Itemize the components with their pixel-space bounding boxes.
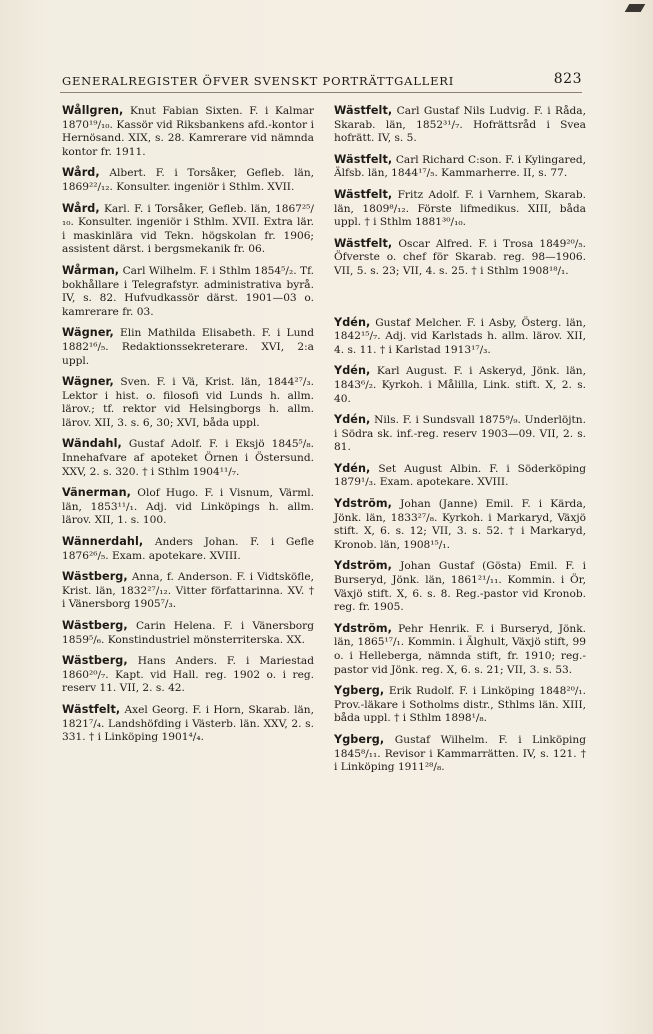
entry-surname: Wägner, bbox=[62, 375, 114, 389]
entry-surname: Ydström, bbox=[334, 497, 393, 511]
entry-surname: Wållgren, bbox=[62, 104, 124, 117]
entry-surname: Ydström, bbox=[334, 621, 393, 635]
entry-text: Gustaf Melcher. F. i Asby, Österg. län, 1842¹⁵/₇. Adj. vid Karlstads h. allm. lärov. XII, 4. s. 11. † i Karlstad 1913¹⁷/₃. bbox=[334, 316, 586, 356]
entry-surname: Ygberg, bbox=[334, 684, 385, 698]
register-entry bbox=[62, 654, 314, 696]
entry-surname: Wändahl, bbox=[62, 437, 122, 451]
register-entry bbox=[334, 188, 586, 230]
entry-text: Johan Gustaf (Gösta) Emil. F. i Burseryd, Jönk. län, 1861²¹/₁₁. Kommin. i Ör, Växjö stift. X, 6. s. 8. Reg.-pastor vid Kronob. reg. fr. 1905. bbox=[334, 560, 587, 614]
register-entry bbox=[62, 166, 314, 194]
register-entry bbox=[62, 619, 314, 647]
right-column-y-entries bbox=[334, 316, 586, 775]
left-column bbox=[62, 104, 314, 752]
entry-surname: Wästberg, bbox=[62, 570, 128, 584]
register-entry bbox=[62, 202, 314, 257]
entry-text: Carin Helena. F. i Vänersborg 1859⁵/₆. Konstindustriel mönsterriterska. XX. bbox=[62, 620, 314, 646]
entry-text: Karl August. F. i Askeryd, Jönk. län, 1843⁶/₂. Kyrkoh. i Målilla, Link. stift. X, 2. s. 40. bbox=[334, 365, 586, 405]
register-entry bbox=[334, 153, 586, 181]
entry-surname: Ygberg, bbox=[334, 732, 385, 746]
entry-surname: Wännerdahl, bbox=[62, 535, 144, 549]
running-title: GENERALREGISTER ÖFVER SVENSKT PORTRÄTTGALLERI bbox=[62, 74, 455, 88]
register-entry bbox=[334, 364, 586, 406]
right-column-w-entries bbox=[334, 104, 586, 279]
entry-text: Erik Rudolf. F. i Linköping 1848²⁰/₁. Prov.-läkare i Sotholms distr., Sthlms län. XIII, båda uppl. † i Sthlm 1898¹/₈. bbox=[334, 685, 587, 725]
entry-surname: Wård, bbox=[62, 201, 100, 215]
entry-surname: Ydén, bbox=[334, 315, 371, 329]
section-gap bbox=[334, 286, 586, 316]
register-entry bbox=[334, 733, 586, 775]
entry-text: Albert. F. i Torsåker, Gefleb. län, 1869²²/₁₂. Konsulter. ingeniör i Sthlm. XVII. bbox=[62, 167, 315, 193]
entry-text: Gustaf Wilhelm. F. i Linköping 1845⁸/₁₁. Revisor i Kammarrätten. IV, s. 121. † i Linköping 1911²⁸/₈. bbox=[334, 733, 586, 774]
entry-surname: Wästberg, bbox=[62, 654, 128, 668]
entry-text: Pehr Henrik. F. i Burseryd, Jönk. län, 1865¹⁷/₁. Kommin. i Älghult, Växjö stift, 99 o. i Helleberga, nämnda stift, fr. 1910; reg.-pastor vid Jönk. reg. X, 6. s. 21; VII, 3. s. 53. bbox=[334, 622, 586, 676]
register-entry bbox=[62, 437, 314, 479]
entry-surname: Wästberg, bbox=[62, 619, 128, 632]
entry-text: Anders Johan. F. i Gefle 1876²⁶/₅. Exam. apotekare. XVIII. bbox=[62, 536, 314, 562]
register-entry bbox=[62, 486, 314, 528]
entry-surname: Wägner, bbox=[62, 326, 114, 340]
entry-text: Sven. F. i Vä, Krist. län, 1844²⁷/₃. Lektor i hist. o. filosofi vid Lunds h. allm. lärov.; tf. rektor vid Helsingborgs h. allm. lärov. XII, 3. s. 6, 30; XVI, båda uppl. bbox=[62, 376, 314, 429]
entry-surname: Wästfelt, bbox=[62, 702, 121, 716]
entry-text: Anna, f. Anderson. F. i Vidtsköfle, Krist. län, 1832²⁷/₁₂. Vitter författarinna. XV. † i Vänersborg 1905⁷/₃. bbox=[62, 571, 314, 611]
register-entry bbox=[334, 684, 586, 726]
entry-text: Oscar Alfred. F. i Trosa 1849²⁰/₅. Öfverste o. chef för Skarab. reg. 98—1906. VII, 5. s. 23; VII, 4. s. 25. † i Sthlm 1908¹⁸/₁. bbox=[334, 237, 586, 277]
running-header bbox=[62, 68, 582, 92]
register-entry bbox=[62, 535, 314, 563]
entry-surname: Ydén, bbox=[334, 364, 371, 378]
register-entry bbox=[334, 559, 586, 614]
register-entry bbox=[334, 462, 586, 490]
entry-text: Gustaf Adolf. F. i Eksjö 1845⁵/₈. Innehafvare af apoteket Örnen i Östersund. XXV, 2. s. 320. † i Sthlm 1904¹¹/₇. bbox=[62, 438, 314, 478]
entry-text: Nils. F. i Sundsvall 1875⁹/₉. Underlöjtn. i Södra sk. inf.-reg. reserv 1903—09. VII, 2. s. 81. bbox=[334, 414, 586, 454]
register-entry bbox=[62, 703, 314, 745]
register-entry bbox=[62, 104, 314, 159]
entry-surname: Vänerman, bbox=[62, 486, 131, 500]
entry-surname: Wästfelt, bbox=[334, 187, 393, 201]
entry-text: Carl Richard C:son. F. i Kylingared, Älfsb. län, 1844¹⁷/₅. Kammarherre. II, s. 77. bbox=[334, 153, 587, 180]
entry-text: Knut Fabian Sixten. F. i Kalmar 1870¹⁹/₁₀. Kassör vid Riksbankens afd.-kontor i Hernösand. XIX, s. 28. Kamrerare vid nämnda kontor fr. 1911. bbox=[62, 105, 314, 158]
right-column bbox=[334, 104, 586, 782]
entry-surname: Ydström, bbox=[334, 559, 393, 573]
register-entry bbox=[62, 375, 314, 430]
entry-text: Olof Hugo. F. i Visnum, Värml. län, 1853¹¹/₁. Adj. vid Linköpings h. allm. lärov. XII, 1. s. 100. bbox=[62, 487, 314, 527]
register-entry bbox=[62, 570, 314, 612]
register-entry bbox=[334, 622, 586, 677]
entry-text: Karl. F. i Torsåker, Gefleb. län, 1867²⁵/₁₀. Konsulter. ingeniör i Sthlm. XVII. Extra lär. i maskinlära vid Tekn. högskolan fr. 1906; assistent därst. i bergsmekanik fr. 06. bbox=[62, 202, 314, 256]
entry-text: Carl Wilhelm. F. i Sthlm 1854⁵/₂. Tf. bokhållare i Telegrafstyr. administrativa byrå. IV, s. 82. Hufvudkassör därst. 1901—03 o. kamrerare fr. 03. bbox=[62, 264, 314, 318]
page-corner-mark bbox=[625, 4, 646, 12]
entry-text: Fritz Adolf. F. i Varnhem, Skarab. län, 1809⁸/₁₂. Förste lifmedikus. XIII, båda uppl. † i Sthlm 1881³⁰/₁₀. bbox=[334, 188, 586, 229]
entry-text: Carl Gustaf Nils Ludvig. F. i Råda, Skarab. län, 1852³¹/₇. Hofrättsråd i Svea hofrätt. IV, s. 5. bbox=[334, 105, 586, 145]
entry-text: Hans Anders. F. i Mariestad 1860²⁰/₇. Kapt. vid Hall. reg. 1902 o. i reg. reserv 11. VII, 2. s. 42. bbox=[62, 655, 314, 695]
entry-text: Set August Albin. F. i Söderköping 1879¹/₃. Exam. apotekare. XVIII. bbox=[334, 462, 586, 489]
register-entry bbox=[334, 413, 586, 455]
entry-text: Johan (Janne) Emil. F. i Kärda, Jönk. län, 1833²⁷/₈. Kyrkoh. i Markaryd, Växjö stift. X, 6. s. 12; VII, 3. s. 52. † i Markaryd, Kronob. län, 1908¹⁵/₁. bbox=[334, 498, 586, 551]
entry-text: Elin Mathilda Elisabeth. F. i Lund 1882¹⁶/₅. Redaktionssekreterare. XVI, 2:a uppl. bbox=[62, 327, 314, 367]
register-entry bbox=[334, 237, 586, 279]
register-entry bbox=[334, 104, 586, 146]
entry-surname: Wästfelt, bbox=[334, 236, 393, 250]
register-entry bbox=[334, 497, 586, 552]
register-entry bbox=[62, 326, 314, 368]
entry-text: Axel Georg. F. i Horn, Skarab. län, 1821⁷/₄. Landshöfding i Västerb. län. XXV, 2. s. 331. † i Linköping 1901⁴/₄. bbox=[62, 703, 314, 744]
entry-surname: Wästfelt, bbox=[334, 104, 393, 117]
register-entry bbox=[334, 316, 586, 358]
entry-surname: Ydén, bbox=[334, 461, 371, 475]
entry-surname: Wård, bbox=[62, 166, 100, 180]
page-number: 823 bbox=[553, 71, 582, 87]
register-entry bbox=[62, 264, 314, 319]
header-rule bbox=[60, 92, 582, 93]
entry-surname: Ydén, bbox=[334, 413, 371, 427]
entry-surname: Wästfelt, bbox=[334, 152, 393, 166]
entry-surname: Wårman, bbox=[62, 263, 120, 277]
